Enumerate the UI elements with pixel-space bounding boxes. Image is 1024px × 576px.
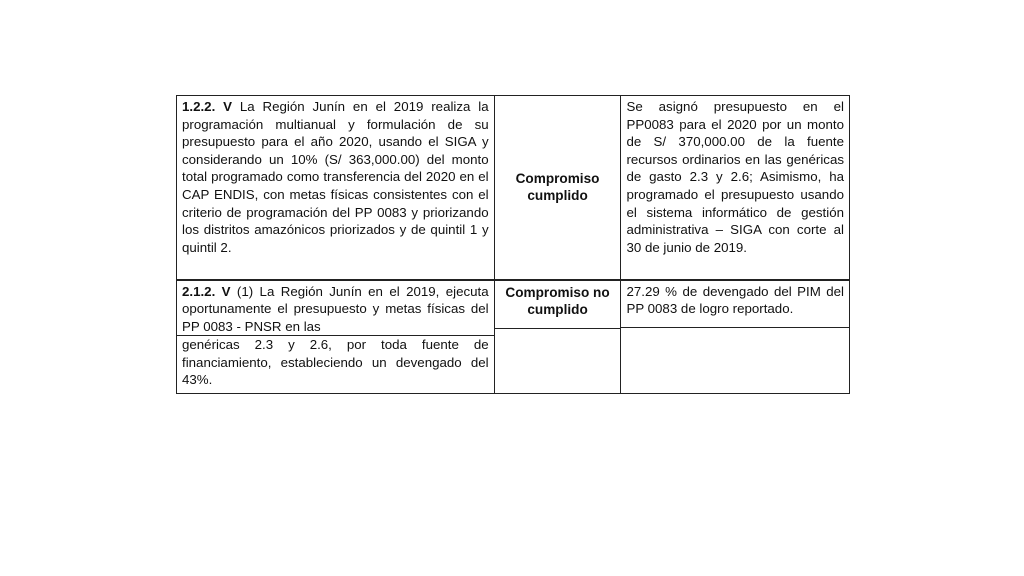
commitment-description-top [182,283,489,336]
table-row [177,96,850,280]
commitment-observation-cell [621,280,850,394]
commitment-observation-top [626,283,844,327]
commitment-description-cell [177,96,495,280]
commitment-description-cell [177,280,495,394]
commitment-observation: Se asignó presupuesto en el PP0083 para el 2020 por un monto de S/ 370,000.00 de la fuente recursos ordinarios en las genéricas de gasto 2.3 y 2.6; Asimismo, ha programado el presupuesto usando el sistema informático de gestión administrativa – SIGA con corte al 30 de junio de 2019. [626,99,844,255]
commitment-observation-cell [621,96,850,280]
commitments-table [176,95,850,394]
commitment-observation: 27.29 % de devengado del PIM del PP 0083 de logro reportado. [626,283,844,317]
commitment-description: La Región Junín en el 2019 realiza la programación multianual y formulación de su presupuesto para el año 2020, usando el SIGA y considerando un 10% (S/ 363,000.00) del monto total programado como transferencia del 2020 en el CAP ENDIS, con metas físicas consistentes con el criterio de programación del PP 0083 y priorizando los distritos amazónicos priorizados y de quintil 1 y quintil 2. [182,99,489,255]
commitment-status-cell [494,280,621,394]
commitment-status: Compromiso cumplido [515,170,600,204]
commitment-code: 2.1.2. V [182,283,231,299]
commitment-status-top [500,284,616,328]
cell-divider [621,327,849,328]
commitment-status: Compromiso no cumplido [505,284,610,318]
commitment-description: (1) La Región Junín en el 2019, ejecuta oportunamente el presupuesto y metas físicas del PP 0083 - PNSR en las [182,283,489,334]
table-row [177,280,850,394]
commitment-code: 1.2.2. V [182,99,233,114]
commitment-description-bottom: genéricas 2.3 y 2.6, por toda fuente de financiamiento, estableciendo un devengado del 43%. [182,337,489,388]
cell-divider [495,328,621,329]
commitment-status-cell [494,96,621,280]
